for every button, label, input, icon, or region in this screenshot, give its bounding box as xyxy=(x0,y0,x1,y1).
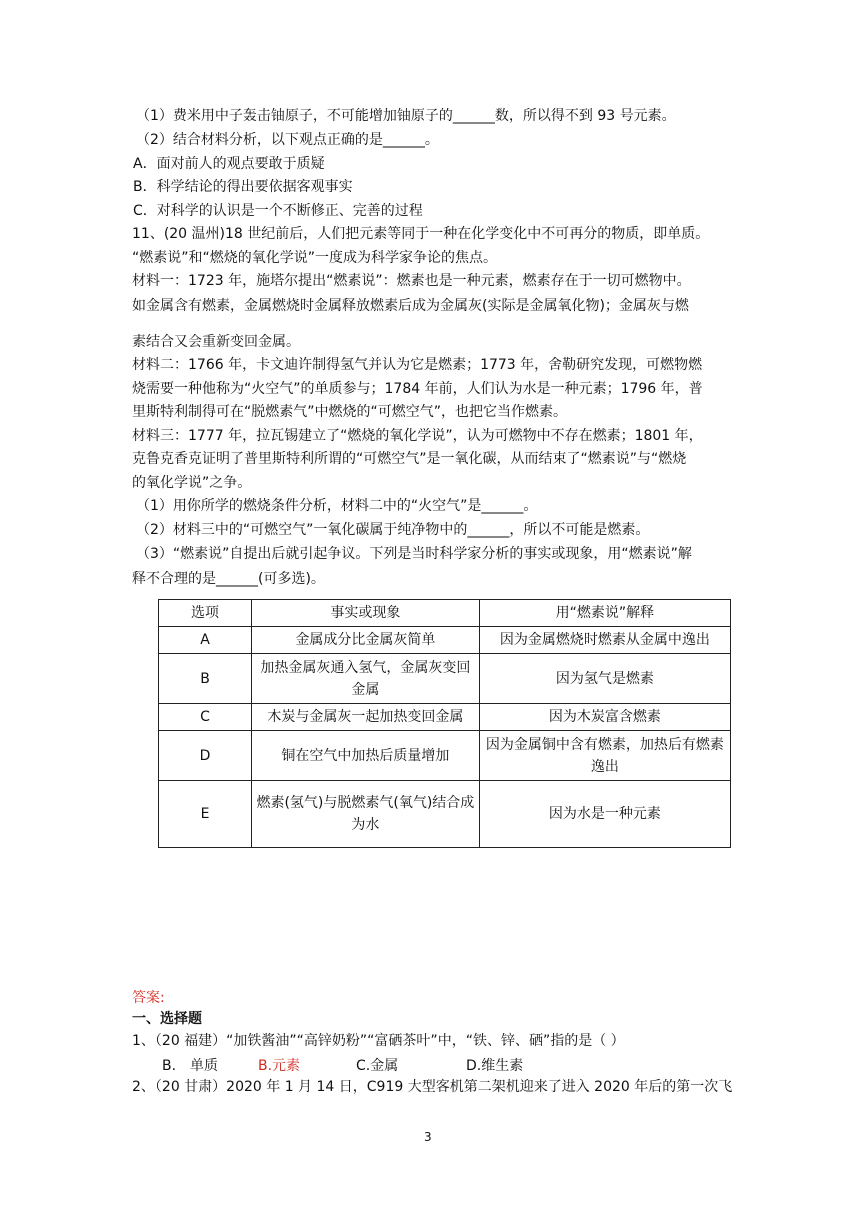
table-cell: 金属成分比金属灰简单 xyxy=(252,627,480,654)
q11-intro-line1: 11、(20 温州)18 世纪前后，人们把元素等同于一种在化学变化中不可再分的物质，即单质。 xyxy=(132,226,710,242)
answer-q1-choice-b2: B.元素 xyxy=(258,1058,301,1074)
page-number: 3 xyxy=(424,1130,432,1144)
table-header-cell: 用“燃素说”解释 xyxy=(479,600,730,627)
q11-part3-line1: （3）“燃素说”自提出后就引起争议。下列是当时科学家分析的事实或现象，用“燃素说”解 xyxy=(136,546,692,562)
q11-part3-line2: 释不合理的是______(可多选)。 xyxy=(132,571,325,587)
table-cell: A xyxy=(159,627,252,654)
table-row xyxy=(159,627,731,654)
table-header-row xyxy=(159,600,731,627)
q10-part1: （1）费米用中子轰击铀原子，不可能增加铀原子的______数，所以得不到 93 号元素。 xyxy=(136,108,676,124)
q11-material3-line1: 材料三：1777 年，拉瓦锡建立了“燃烧的氧化学说”，认为可燃物中不存在燃素；1801 年， xyxy=(132,428,703,444)
q10-part2: （2）结合材料分析，以下观点正确的是______。 xyxy=(136,132,439,148)
q11-material1-line1: 材料一：1723 年，施塔尔提出“燃素说”：燃素也是一种元素，燃素存在于一切可燃物中。 xyxy=(132,273,691,289)
q11-part2: （2）材料三中的“可燃空气”一氧化碳属于纯净物中的______，所以不可能是燃素。 xyxy=(136,522,650,538)
table-cell: E xyxy=(159,781,252,848)
table-cell: 加热金属灰通入氢气，金属灰变回金属 xyxy=(252,654,480,704)
q10-option-b: B．科学结论的得出要依据客观事实 xyxy=(133,179,353,195)
table-row xyxy=(159,731,731,781)
table-header-cell: 选项 xyxy=(159,600,252,627)
table-cell: 铜在空气中加热后质量增加 xyxy=(252,731,480,781)
table-cell: 木炭与金属灰一起加热变回金属 xyxy=(252,704,480,731)
table-header-cell: 事实或现象 xyxy=(252,600,480,627)
table-cell: B xyxy=(159,654,252,704)
table-cell: 因为木炭富含燃素 xyxy=(479,704,730,731)
q11-material3-line2: 克鲁克香克证明了普里斯特利所谓的“可燃空气”是一氧化碳，从而结束了“燃素说”与“燃烧 xyxy=(132,451,687,467)
answer-section-title: 一、选择题 xyxy=(132,1011,202,1027)
q11-material1-line3: 素结合又会重新变回金属。 xyxy=(132,334,300,350)
answer-q1: 1、（20 福建）“加铁酱油”“高锌奶粉”“富硒茶叶”中，“铁、锌、硒”指的是（ ） xyxy=(132,1033,625,1049)
table-cell: 因为水是一种元素 xyxy=(479,781,730,848)
table-cell: D xyxy=(159,731,252,781)
answer-q2: 2、（20 甘肃）2020 年 1 月 14 日，C919 大型客机第二架机迎来了进入 2020 年后的第一次飞 xyxy=(132,1079,733,1095)
q11-material2-line1: 材料二：1766 年，卡文迪许制得氢气并认为它是燃素；1773 年，舍勒研究发现，可燃物燃 xyxy=(132,357,703,373)
q10-option-c: C．对科学的认识是一个不断修正、完善的过程 xyxy=(133,203,423,219)
q11-material2-line3: 里斯特利制得可在“脱燃素气”中燃烧的“可燃空气”，也把它当作燃素。 xyxy=(132,404,568,420)
answer-q1-choice-d: D.维生素 xyxy=(466,1058,524,1074)
answer-q1-choice-b1: B. 单质 xyxy=(162,1058,219,1074)
answer-heading: 答案: xyxy=(132,990,165,1006)
facts-table xyxy=(158,599,731,848)
table-cell: 因为金属燃烧时燃素从金属中逸出 xyxy=(479,627,730,654)
q11-material1-line2: 如金属含有燃素，金属燃烧时金属释放燃素后成为金属灰(实际是金属氧化物)；金属灰与燃 xyxy=(132,298,689,314)
table-cell: 因为氢气是燃素 xyxy=(479,654,730,704)
table-cell: C xyxy=(159,704,252,731)
table-row xyxy=(159,781,731,848)
q10-option-a: A．面对前人的观点要敢于质疑 xyxy=(133,156,325,172)
table-cell: 燃素(氢气)与脱燃素气(氧气)结合成为水 xyxy=(252,781,480,848)
table-row xyxy=(159,704,731,731)
q11-material2-line2: 烧需要一种他称为“火空气”的单质参与；1784 年前，人们认为水是一种元素；1796 年，普 xyxy=(132,381,703,397)
answer-q1-choice-c: C.金属 xyxy=(356,1058,399,1074)
q11-material3-line3: 的氧化学说”之争。 xyxy=(132,475,252,491)
table-cell: 因为金属铜中含有燃素，加热后有燃素逸出 xyxy=(479,731,730,781)
table-row xyxy=(159,654,731,704)
q11-intro-line2: “燃素说”和“燃烧的氧化学说”一度成为科学家争论的焦点。 xyxy=(132,250,498,266)
q11-part1: （1）用你所学的燃烧条件分析，材料二中的“火空气”是______。 xyxy=(136,498,538,514)
